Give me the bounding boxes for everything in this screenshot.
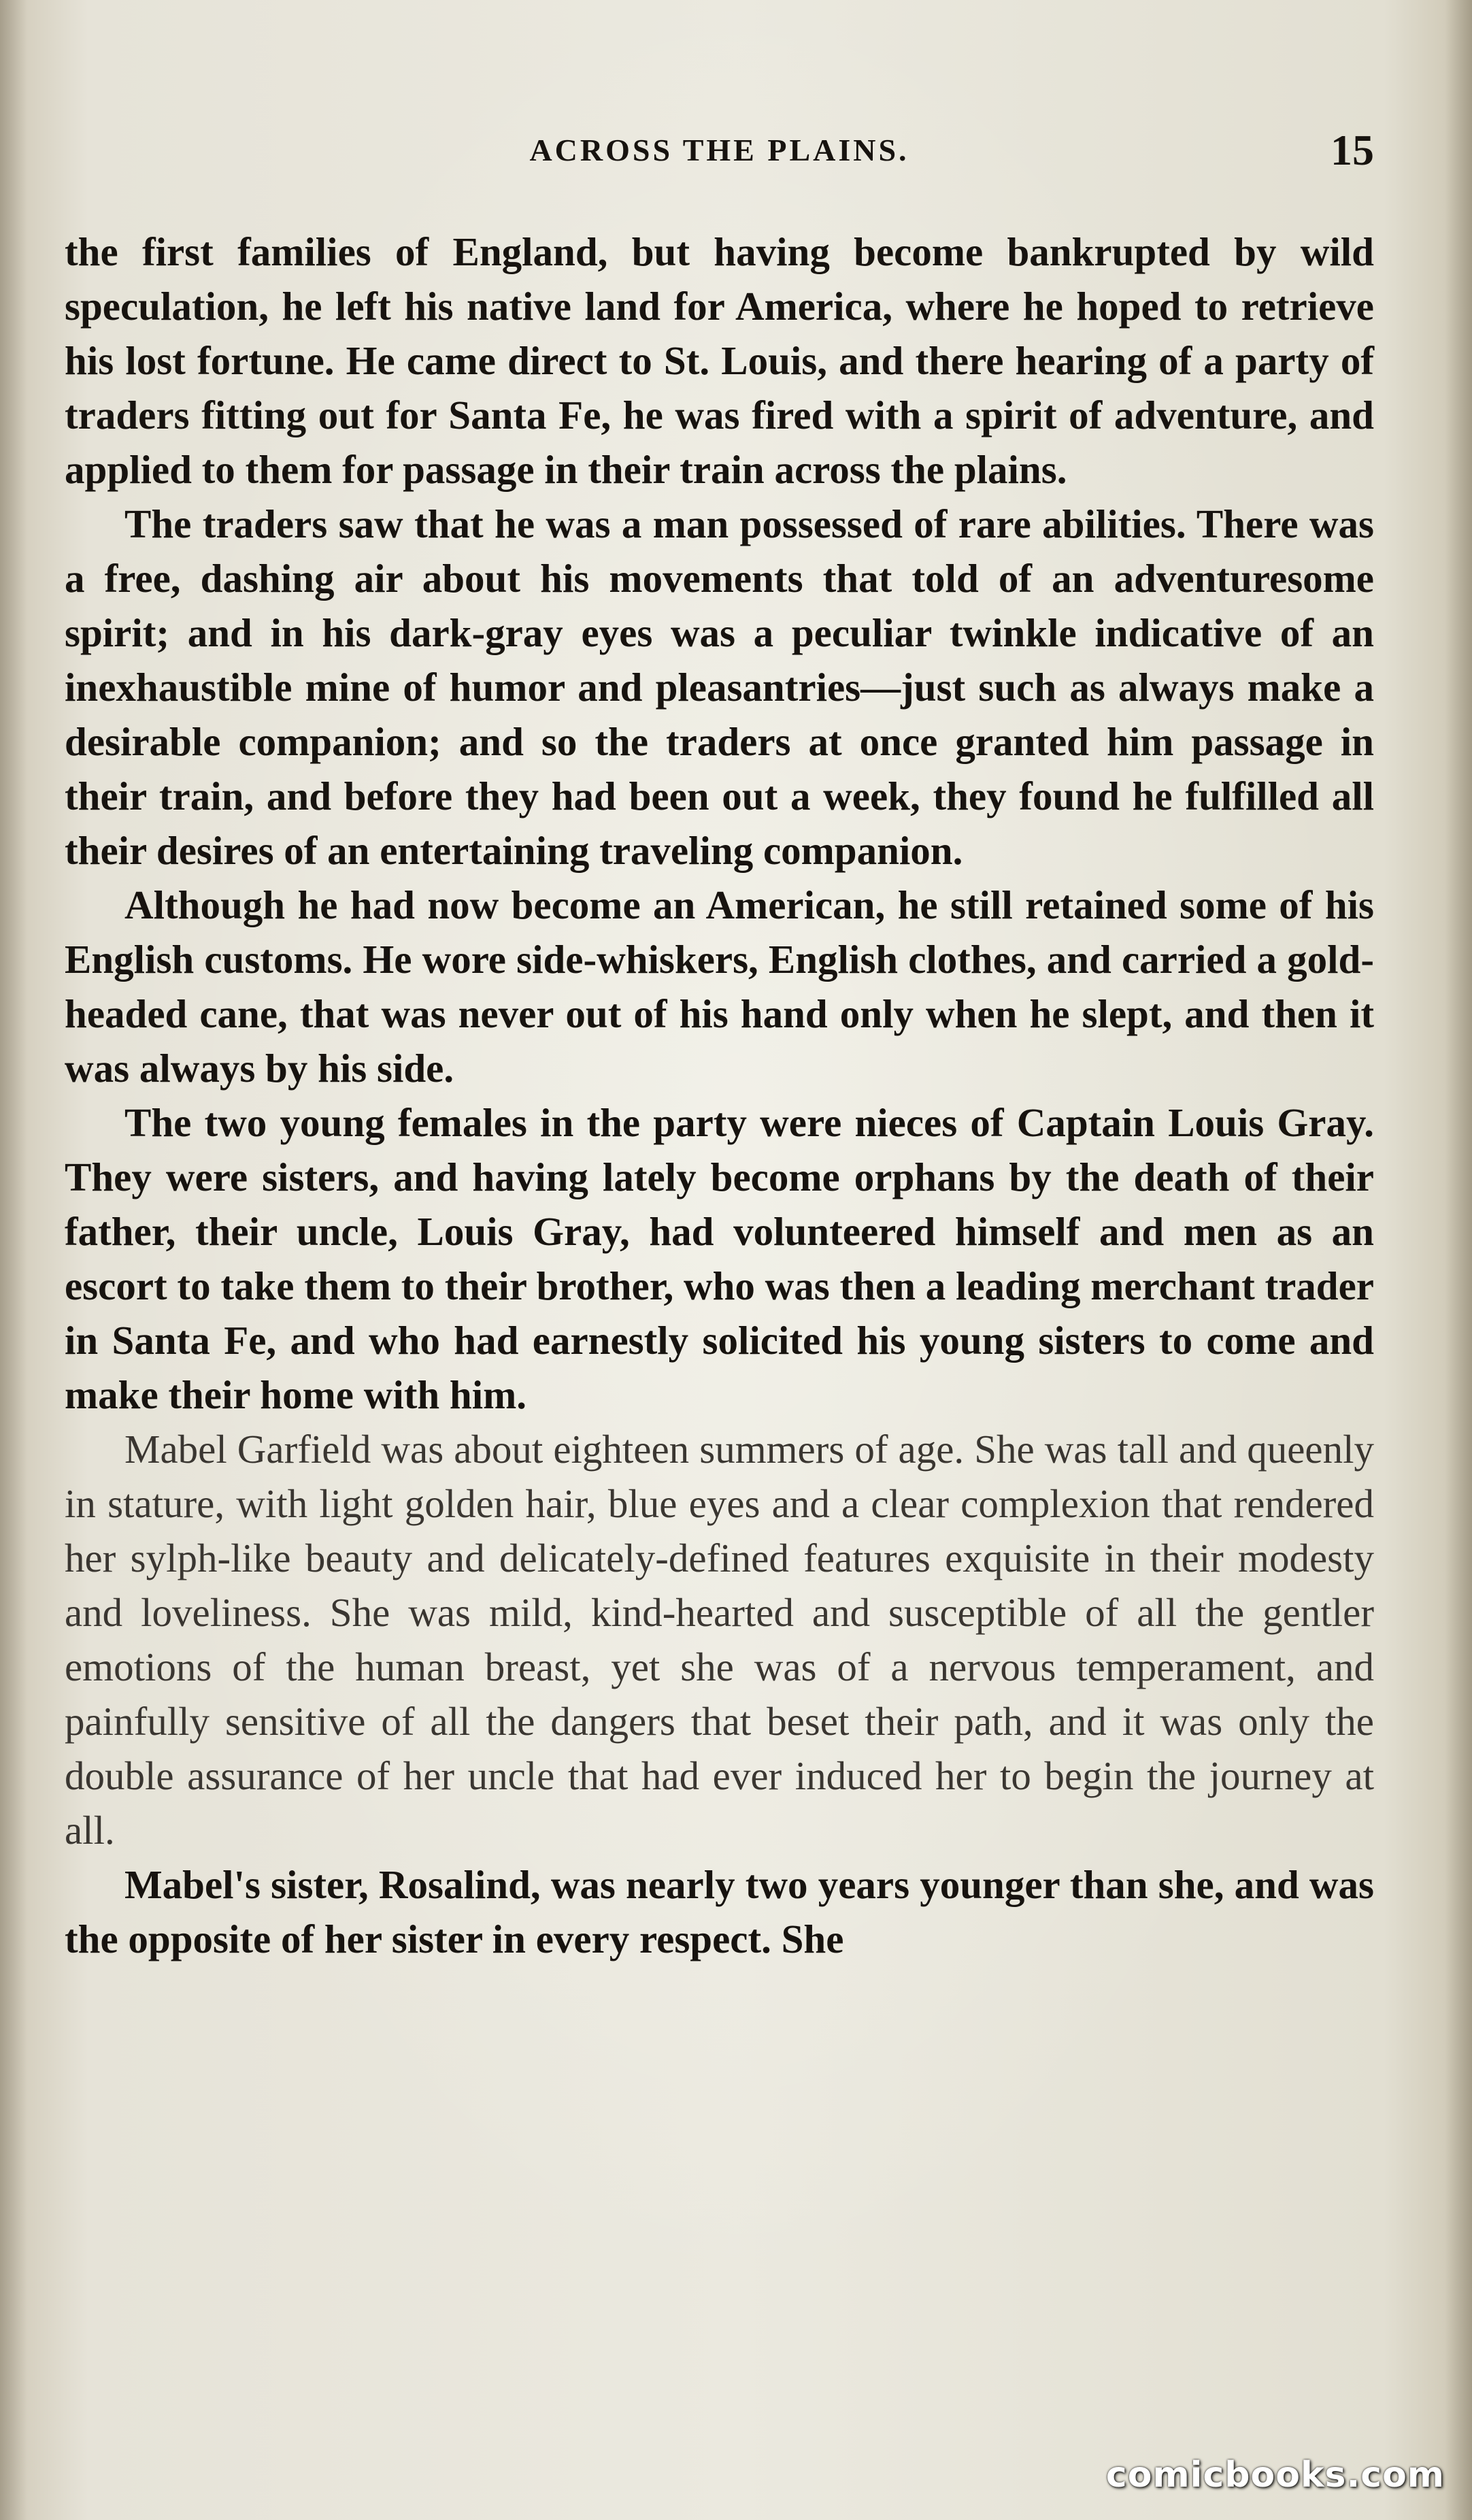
paragraph-6: Mabel's sister, Rosalind, was nearly two years younger than she, and was the opposite of her sister in every respect. She [65,1862,1374,1961]
page-edge-shadow-right [1445,0,1472,2520]
page-number: 15 [1331,126,1374,174]
paragraph-5: Mabel Garfield was about eighteen summers of age. She was tall and queenly in stature, with light golden hair, blue eyes and a clear complexion that rendered her sylph-like beauty and delicately-defined features exquisite in their modesty and loveliness. She was mild, kind-hearted and susceptible of all the gentler emotions of the human breast, yet she was of a nervous temperament, and painfully sensitive of all the dangers that beset their path, and it was only the double assurance of her uncle that had ever induced her to begin the journey at all. [65,1427,1374,1853]
paragraph-2: The traders saw that he was a man possessed of rare abilities. There was a free, dashing air about his movements that told of an adventuresome spirit; and in his dark-gray eyes was a peculiar twinkle indicative of an inexhaustible mine of humor and pleasantries—just such as always make a desirable companion; and so the traders at once granted him passage in their train, and before they had been out a week, they found he fulfilled all their desires of an entertaining traveling companion. [65,501,1374,873]
site-watermark: comicbooks.com [1105,2455,1445,2496]
running-head: ACROSS THE PLAINS. [529,133,909,167]
paragraph-3: Although he had now become an American, he still retained some of his English customs. He wore side-whiskers, English clothes, and carried a gold-headed cane, that was never out of his hand only when he slept, and then it was always by his side. [65,882,1374,1091]
paragraph-1: the first families of England, but having become bankrupted by wild speculation, he left his native land for America, where he hoped to retrieve his lost fortune. He came direct to St. Louis, and there hearing of a party of traders fitting out for Santa Fe, he was fired with a spirit of adventure, and applied to them for passage in their train across the plains. [65,229,1374,492]
paragraph-4: The two young females in the party were nieces of Captain Louis Gray. They were sisters, and having lately become orphans by the death of their father, their uncle, Louis Gray, had volunteered himself and men as an escort to take them to their brother, who was then a leading merchant trader in Santa Fe, and who had earnestly solicited his young sisters to come and make their home with him. [65,1100,1374,1417]
body-text [65,225,1374,1966]
page-edge-shadow-left [0,0,27,2520]
page-header [65,127,1374,174]
